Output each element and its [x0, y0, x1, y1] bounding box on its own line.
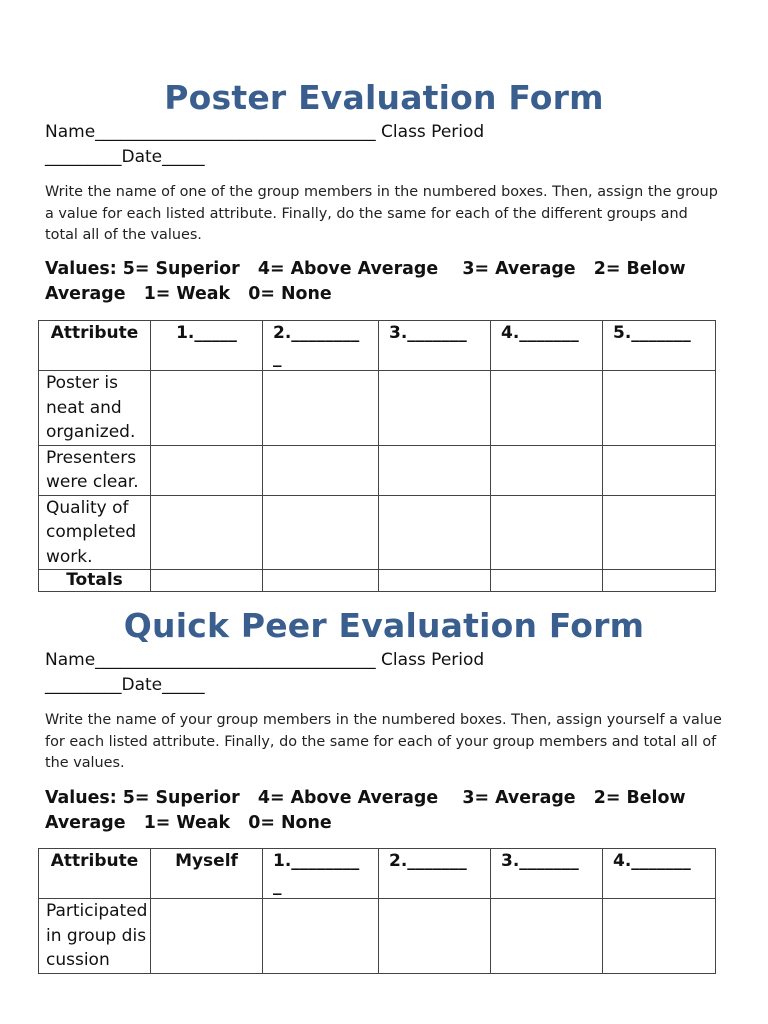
form2-name-line: Name_________________________________ Class Period [45, 650, 485, 670]
score-cell[interactable] [603, 445, 716, 495]
score-cell[interactable] [603, 899, 716, 974]
total-cell[interactable] [151, 570, 263, 592]
form1-date-line: _________Date_____ [45, 147, 205, 167]
header-attribute: Attribute [39, 849, 151, 899]
table-row [39, 445, 716, 495]
score-cell[interactable] [151, 371, 263, 446]
score-cell[interactable] [263, 899, 379, 974]
header-group-1: 1._____ [151, 321, 263, 371]
form1-title: Poster Evaluation Form [164, 78, 604, 117]
total-cell[interactable] [263, 570, 379, 592]
score-cell[interactable] [491, 445, 603, 495]
score-cell[interactable] [491, 899, 603, 974]
score-cell[interactable] [603, 495, 716, 570]
header-group-4: 4._______ [491, 321, 603, 371]
score-cell[interactable] [263, 495, 379, 570]
totals-row [39, 570, 716, 592]
total-cell[interactable] [379, 570, 491, 592]
score-cell[interactable] [379, 371, 491, 446]
table-header-row [39, 849, 716, 899]
form1-values-legend: Values: 5= Superior 4= Above Average 3= Average 2= Below Average 1= Weak 0= None [45, 259, 692, 304]
table-row [39, 495, 716, 570]
header-member-2: 2._______ [379, 849, 491, 899]
form1-name-line: Name_________________________________ Class Period [45, 122, 485, 142]
row-label: Presenters were clear. [39, 445, 151, 495]
header-member-1: 1.________ _ [263, 849, 379, 899]
form2-title: Quick Peer Evaluation Form [123, 606, 645, 645]
score-cell[interactable] [379, 899, 491, 974]
header-attribute: Attribute [39, 321, 151, 371]
score-cell[interactable] [603, 371, 716, 446]
row-label: Participated in group discussion [39, 899, 151, 974]
score-cell[interactable] [379, 445, 491, 495]
table-header-row [39, 321, 716, 371]
totals-label: Totals [39, 570, 151, 592]
form2-values-legend: Values: 5= Superior 4= Above Average 3= Average 2= Below Average 1= Weak 0= None [45, 788, 692, 833]
total-cell[interactable] [491, 570, 603, 592]
form2-evaluation-table [38, 848, 716, 974]
score-cell[interactable] [491, 495, 603, 570]
score-cell[interactable] [151, 495, 263, 570]
form2-instructions: Write the name of your group members in the numbered boxes. Then, assign yourself a value for each listed attribute. Finally, do the same for each of your group members and total all of the values. [45, 712, 722, 771]
form1-evaluation-table [38, 320, 716, 592]
form1-instructions: Write the name of one of the group members in the numbered boxes. Then, assign the group a value for each listed attribute. Finally, do the same for each of the different groups and total all of the values. [45, 184, 718, 243]
table-row [39, 371, 716, 446]
score-cell[interactable] [263, 445, 379, 495]
score-cell[interactable] [151, 445, 263, 495]
score-cell[interactable] [263, 371, 379, 446]
header-group-3: 3._______ [379, 321, 491, 371]
row-label: Quality of completed work. [39, 495, 151, 570]
score-cell[interactable] [491, 371, 603, 446]
score-cell[interactable] [379, 495, 491, 570]
header-group-5: 5._______ [603, 321, 716, 371]
table-row [39, 899, 716, 974]
header-myself: Myself [151, 849, 263, 899]
total-cell[interactable] [603, 570, 716, 592]
row-label: Poster is neat and organized. [39, 371, 151, 446]
header-member-4: 4._______ [603, 849, 716, 899]
score-cell[interactable] [151, 899, 263, 974]
header-group-2: 2.________ _ [263, 321, 379, 371]
form2-date-line: _________Date_____ [45, 675, 205, 695]
header-member-3: 3._______ [491, 849, 603, 899]
